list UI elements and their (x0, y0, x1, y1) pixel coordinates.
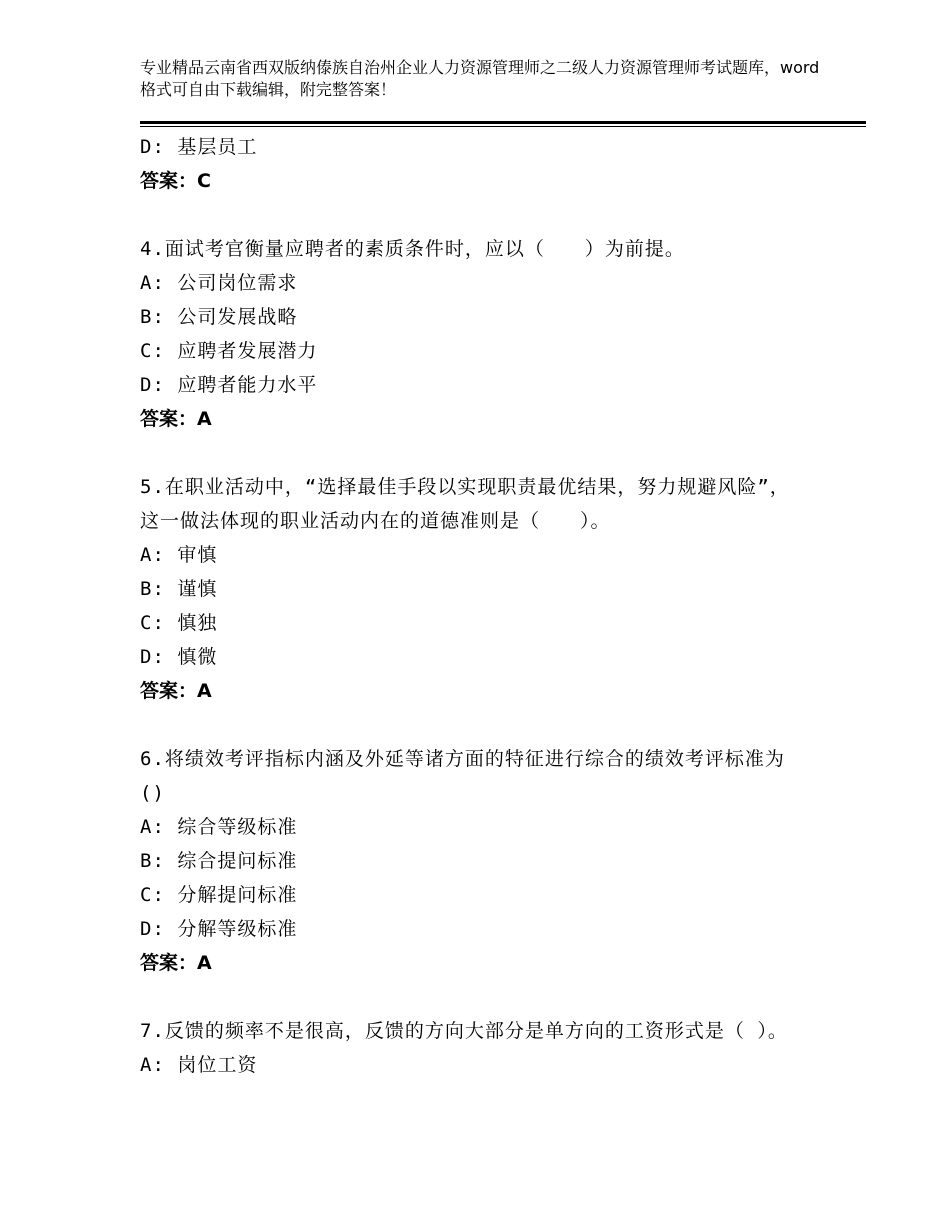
question-5-stem: 5.在职业活动中，“选择最佳手段以实现职责最优结果，努力规避风险”，这一做法体现的职业活动内在的道德准则是（ ）。 (140, 476, 790, 532)
question-4-option-d: D: 应聘者能力水平 (140, 374, 318, 396)
header-rule (140, 121, 866, 124)
spacer (140, 436, 840, 470)
question-5-answer: 答案：A (140, 680, 212, 702)
question-6-option-b: B: 综合提问标准 (140, 850, 298, 872)
answer-q3: 答案：C (140, 170, 211, 192)
question-7-option-a: A: 岗位工资 (140, 1054, 258, 1076)
option-d-q3: D: 基层员工 (140, 136, 258, 158)
question-5-option-d: D: 慎微 (140, 646, 218, 668)
header-rule-thin (140, 126, 866, 127)
page-header: 专业精品云南省西双版纳傣族自治州企业人力资源管理师之二级人力资源管理师考试题库，word格式可自由下载编辑，附完整答案！ (140, 58, 820, 99)
question-4-option-b: B: 公司发展战略 (140, 306, 298, 328)
question-6-option-a: A: 综合等级标准 (140, 816, 298, 838)
question-6-option-d: D: 分解等级标准 (140, 918, 298, 940)
spacer (140, 708, 840, 742)
question-5-option-c: C: 慎独 (140, 612, 218, 634)
question-6-answer: 答案：A (140, 952, 212, 974)
document-body (140, 130, 840, 1082)
question-5-option-b: B: 谨慎 (140, 578, 218, 600)
question-4-answer: 答案：A (140, 408, 212, 430)
question-6-stem: 6.将绩效考评指标内涵及外延等诸方面的特征进行综合的绩效考评标准为() (140, 748, 785, 804)
question-4-option-a: A: 公司岗位需求 (140, 272, 298, 294)
question-4-stem: 4.面试考官衡量应聘者的素质条件时，应以（ ）为前提。 (140, 238, 685, 260)
spacer (140, 980, 840, 1014)
question-6-option-c: C: 分解提问标准 (140, 884, 298, 906)
question-4-option-c: C: 应聘者发展潜力 (140, 340, 318, 362)
spacer (140, 198, 840, 232)
question-5-option-a: A: 审慎 (140, 544, 218, 566)
question-7-stem: 7.反馈的频率不是很高，反馈的方向大部分是单方向的工资形式是（ ）。 (140, 1020, 788, 1042)
